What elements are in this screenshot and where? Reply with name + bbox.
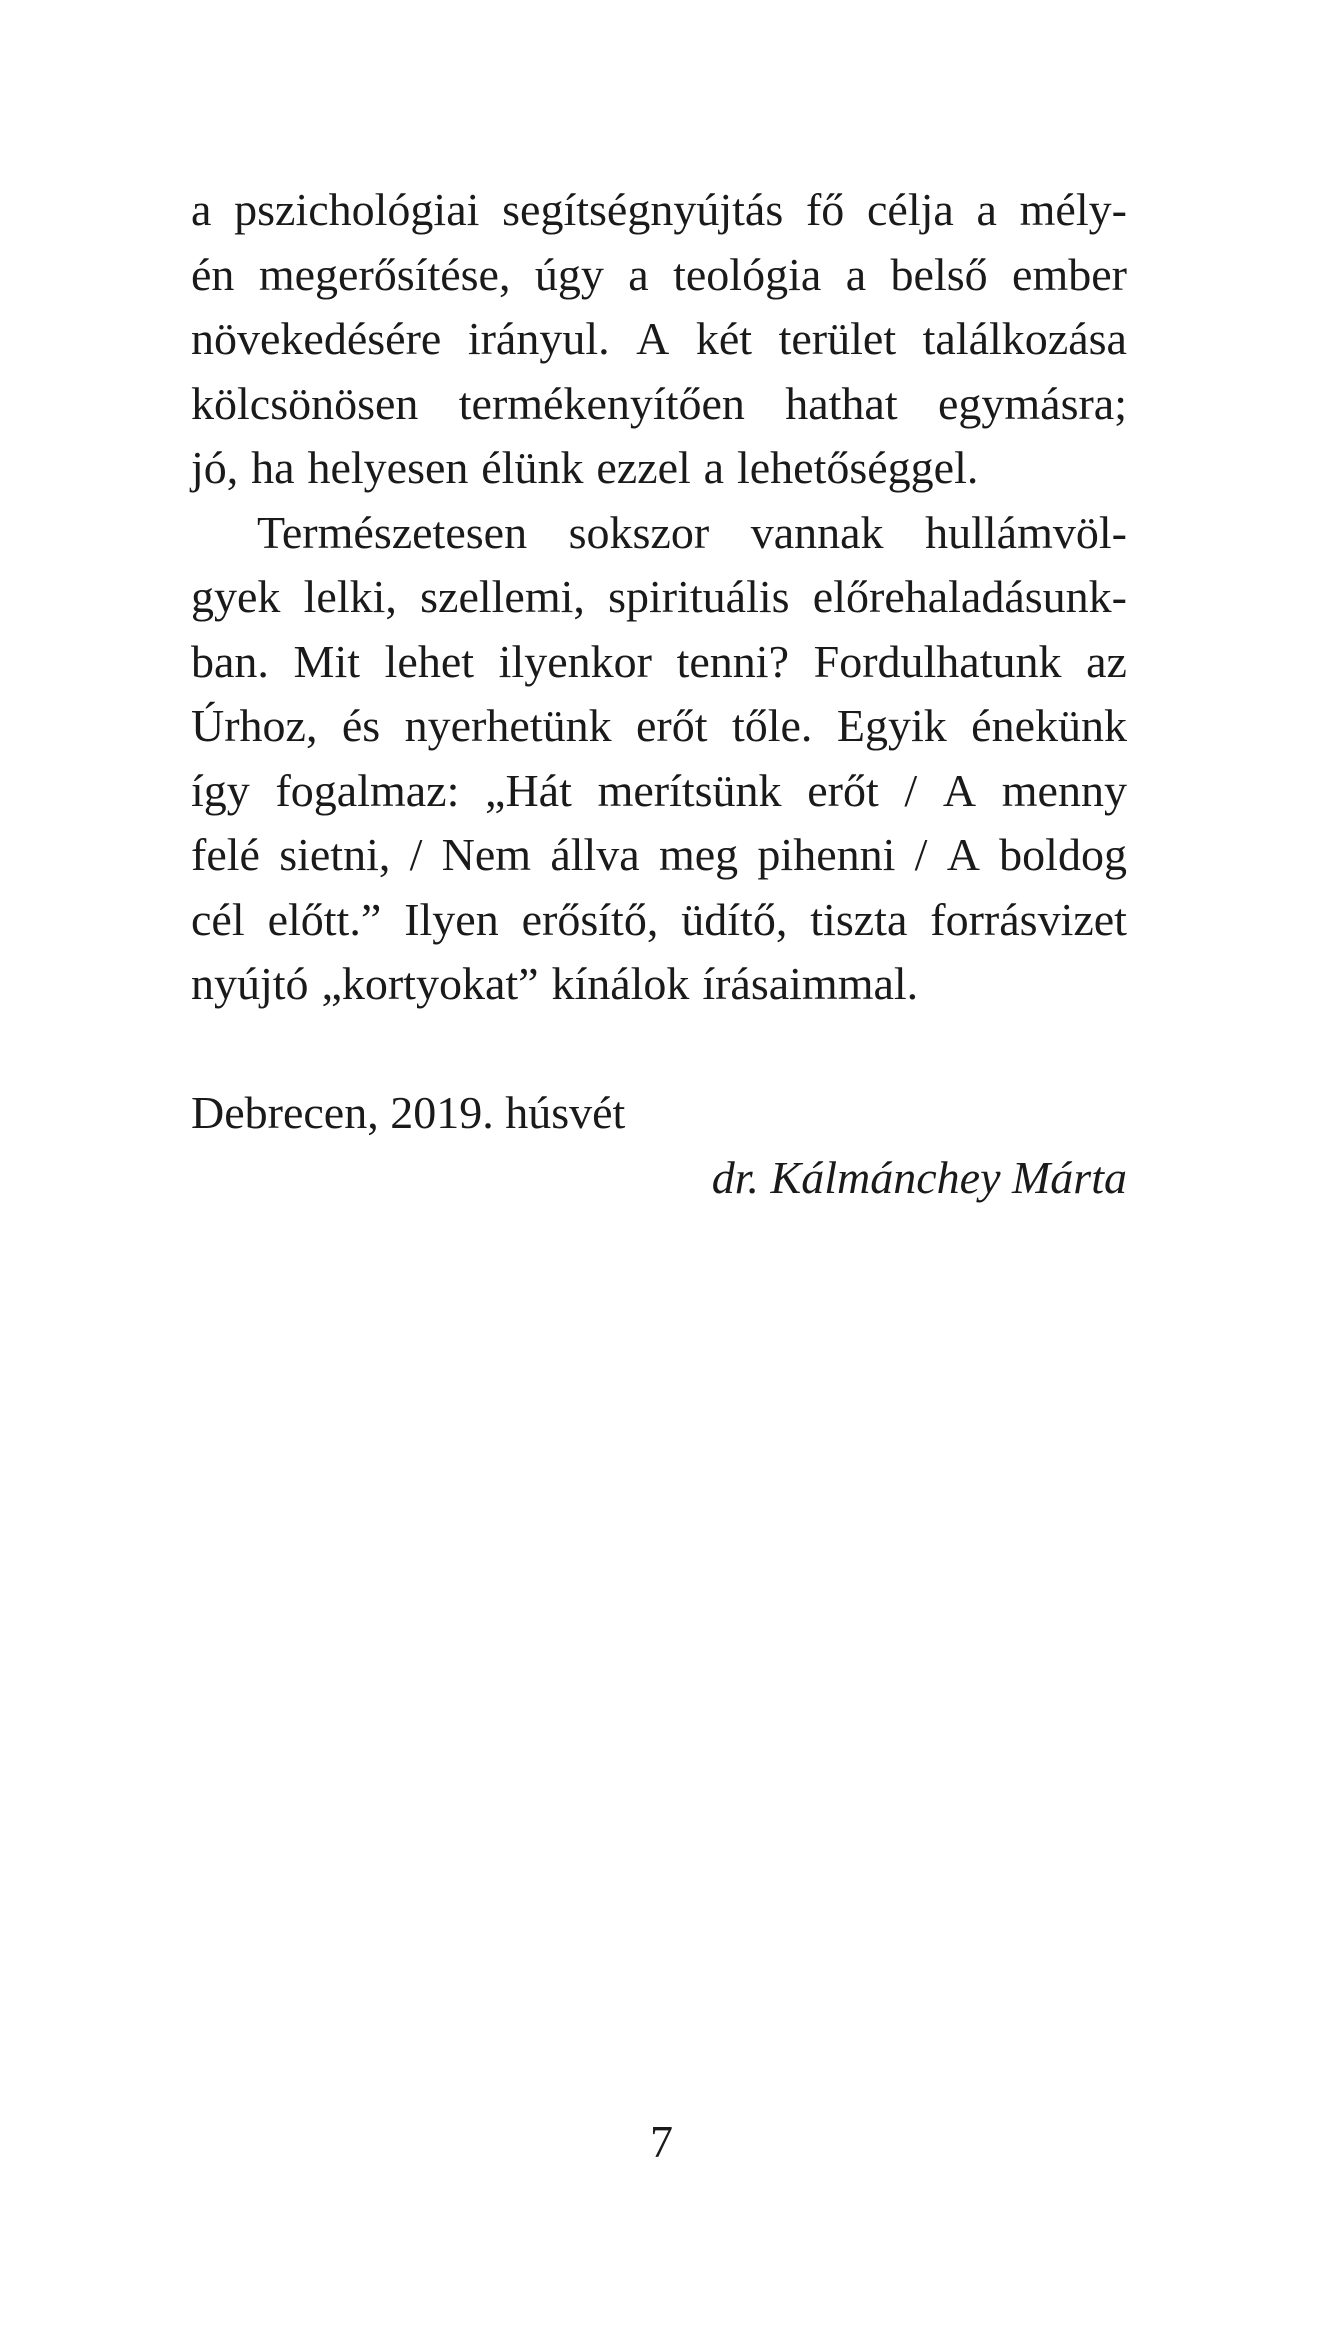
- text-line: [191, 178, 1127, 243]
- word: tiszta: [810, 893, 908, 945]
- word: nyerhetünk: [404, 700, 612, 751]
- word: szellemi,: [420, 571, 585, 622]
- word: találkozása: [922, 313, 1127, 364]
- word: ban.: [191, 635, 269, 687]
- author-signature: dr. Kálmánchey Márta: [711, 1151, 1127, 1203]
- word: hathat: [785, 377, 898, 429]
- word: célja: [866, 184, 954, 235]
- word: előrehaladásunk-: [812, 571, 1127, 622]
- word: úgy: [534, 248, 604, 300]
- word: Nem: [441, 829, 532, 880]
- word: irányul.: [467, 313, 610, 364]
- word: belső: [890, 248, 988, 300]
- word: üdítő,: [681, 893, 788, 945]
- word: boldog: [999, 829, 1127, 880]
- word: lehetőséggel.: [736, 442, 979, 493]
- word: ilyenkor: [498, 635, 652, 687]
- text-line: [191, 630, 1127, 695]
- word: tenni?: [676, 635, 789, 687]
- page-number: 7: [650, 2116, 673, 2167]
- paragraph-1: [191, 178, 1127, 501]
- text-line: [191, 307, 1127, 372]
- word: Egyik: [836, 700, 947, 751]
- word: a: [845, 248, 867, 300]
- word: Fordulhatunk: [813, 635, 1062, 687]
- word: így: [191, 764, 250, 816]
- word: ember: [1012, 248, 1127, 300]
- word: meg: [658, 829, 739, 880]
- word: helyesen: [307, 442, 469, 493]
- word: az: [1086, 635, 1127, 687]
- word: Természetesen: [257, 506, 528, 558]
- word: jó,: [191, 442, 239, 493]
- word: írásaimmal.: [702, 958, 919, 1009]
- word: a: [191, 184, 212, 235]
- word: növekedésére: [191, 313, 442, 364]
- text-line: [191, 565, 1127, 630]
- word: vannak: [750, 506, 884, 558]
- word: kínálok: [551, 958, 690, 1009]
- place-and-date: Debrecen, 2019. húsvét: [191, 1087, 626, 1138]
- word: hullámvöl-: [925, 506, 1127, 558]
- word: élünk: [481, 442, 584, 493]
- word: fő: [805, 184, 845, 235]
- word: gyek: [191, 571, 281, 622]
- word: pszichológiai: [234, 184, 480, 235]
- text-line: [191, 823, 1127, 888]
- word: lelki,: [303, 571, 397, 622]
- word: spirituális: [608, 571, 790, 622]
- word: erőt: [636, 700, 708, 751]
- word: a: [976, 184, 997, 235]
- word: a: [703, 442, 725, 493]
- page-body: [191, 178, 1127, 1210]
- word: tőle.: [731, 700, 813, 751]
- text-line: [191, 243, 1127, 308]
- text-line: [191, 694, 1127, 759]
- word: „kortyokat”: [321, 958, 539, 1009]
- word: /: [409, 829, 423, 880]
- word: és: [341, 700, 381, 751]
- word: erősítő,: [521, 893, 659, 945]
- word: menny: [1001, 764, 1127, 816]
- word: sietni,: [279, 829, 391, 880]
- word: segítségnyújtás: [502, 184, 784, 235]
- text-line: [191, 501, 1127, 566]
- text-line: [191, 759, 1127, 824]
- word: Ilyen: [404, 893, 499, 945]
- word: ezzel: [596, 442, 691, 493]
- word: egymásra;: [937, 377, 1127, 429]
- word: felé: [191, 829, 260, 880]
- paragraph-2: [191, 501, 1127, 1017]
- word: előtt.”: [267, 893, 382, 945]
- word: énekünk: [971, 700, 1127, 751]
- word: én: [191, 248, 235, 300]
- text-line: [191, 952, 1127, 1017]
- word: A: [636, 313, 670, 364]
- word: fogalmaz:: [275, 764, 460, 816]
- word: teológia: [673, 248, 822, 300]
- word: A: [946, 829, 980, 880]
- word: „Hát: [485, 764, 572, 816]
- word: nyújtó: [191, 958, 309, 1009]
- word: pihenni: [757, 829, 896, 880]
- word: kölcsönösen: [191, 377, 419, 429]
- word: állva: [550, 829, 640, 880]
- word: megerősítése,: [258, 248, 511, 300]
- text-line: [191, 372, 1127, 437]
- word: termékenyítően: [458, 377, 745, 429]
- word: a: [628, 248, 649, 300]
- text-line: [191, 888, 1127, 953]
- text-line: [191, 436, 1127, 501]
- word: lehet: [384, 635, 475, 687]
- word: Mit: [293, 635, 361, 687]
- word: /: [904, 764, 918, 816]
- word: két: [695, 313, 753, 364]
- word: sokszor: [568, 506, 710, 558]
- word: /: [914, 829, 928, 880]
- word: ha: [251, 442, 295, 493]
- word: mély-: [1019, 184, 1127, 235]
- word: merítsünk: [597, 764, 782, 816]
- spacer: [191, 1017, 1127, 1082]
- word: terület: [778, 313, 897, 364]
- word: cél: [191, 893, 245, 945]
- word: erőt: [807, 764, 879, 816]
- word: forrásvizet: [930, 893, 1127, 945]
- word: Úrhoz,: [191, 700, 318, 751]
- word: A: [942, 764, 977, 816]
